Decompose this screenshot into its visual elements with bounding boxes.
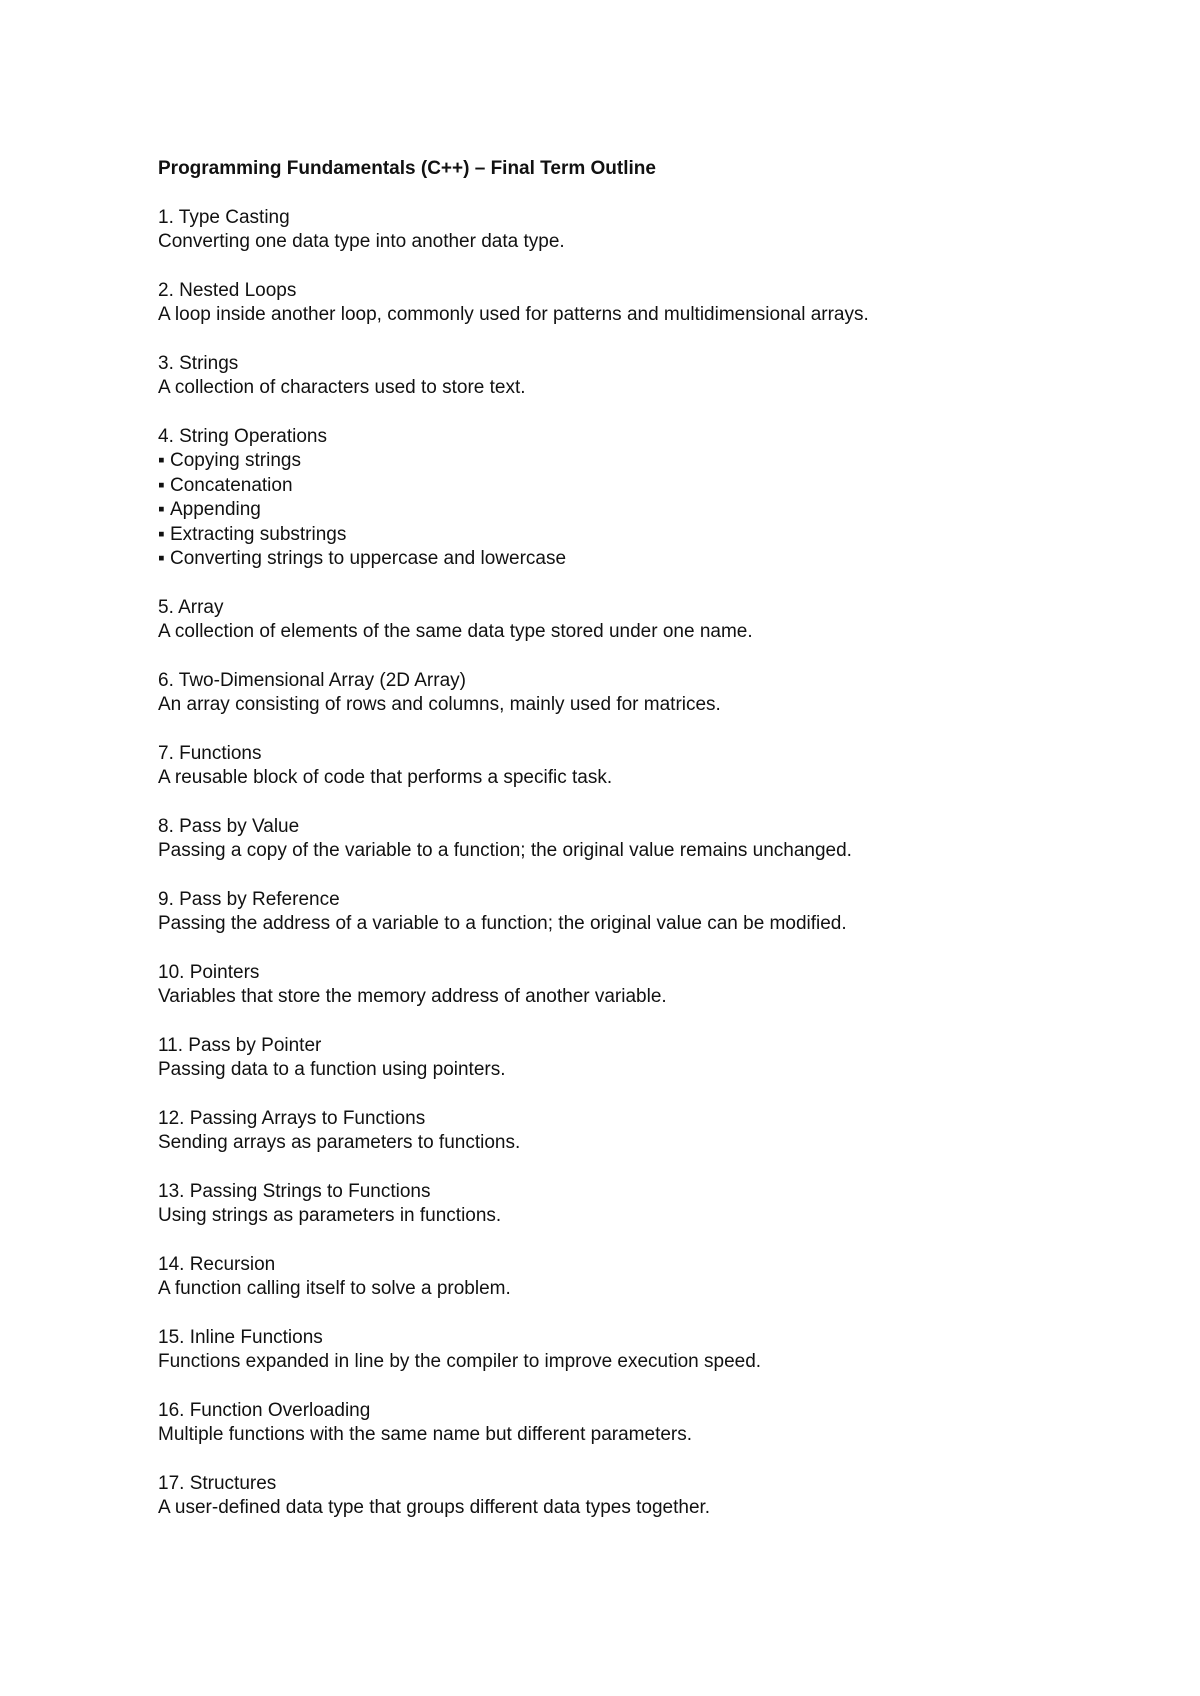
section-heading: 14. Recursion: [158, 1253, 276, 1275]
section-description: Variables that store the memory address of another variable.: [158, 986, 667, 1007]
section-functions: [158, 742, 1138, 791]
section-array: [158, 596, 1138, 645]
section-type-casting: [158, 206, 1138, 255]
list-item: [158, 523, 1138, 548]
section-heading: 13. Passing Strings to Functions: [158, 1180, 431, 1202]
section-description: A user-defined data type that groups different data types together.: [158, 1497, 711, 1518]
section-description: An array consisting of rows and columns, mainly used for matrices.: [158, 694, 721, 715]
section-heading: 8. Pass by Value: [158, 815, 300, 837]
list-item-text: Concatenation: [170, 474, 293, 496]
section-heading: 10. Pointers: [158, 961, 260, 983]
section-heading: 1. Type Casting: [158, 206, 290, 228]
section-description: A collection of elements of the same data type stored under one name.: [158, 621, 753, 642]
section-description: Passing data to a function using pointers.: [158, 1059, 506, 1080]
section-pass-by-value: [158, 815, 1138, 864]
section-description: A function calling itself to solve a problem.: [158, 1278, 511, 1299]
bullet-icon: ▪: [158, 523, 165, 545]
section-recursion: [158, 1253, 1138, 1302]
section-description: Using strings as parameters in functions.: [158, 1205, 502, 1226]
list-item-text: Copying strings: [170, 450, 301, 471]
list-item: [158, 498, 1138, 523]
section-description: A collection of characters used to store text.: [158, 377, 526, 398]
section-heading: 5. Array: [158, 596, 224, 618]
section-structures: [158, 1472, 1138, 1521]
section-heading: 7. Functions: [158, 742, 262, 764]
bullet-icon: ▪: [158, 474, 165, 496]
section-heading: 12. Passing Arrays to Functions: [158, 1107, 426, 1129]
section-heading: 9. Pass by Reference: [158, 888, 340, 910]
bullet-icon: ▪: [158, 450, 165, 471]
section-passing-strings-to-functions: [158, 1180, 1138, 1229]
section-strings: [158, 352, 1138, 401]
list-item-text: Converting strings to uppercase and lowercase: [170, 548, 567, 569]
section-heading: 16. Function Overloading: [158, 1399, 371, 1421]
section-heading: 15. Inline Functions: [158, 1326, 323, 1348]
section-two-dimensional-array: [158, 669, 1138, 718]
list-item: [158, 449, 1138, 474]
section-function-overloading: [158, 1399, 1138, 1448]
section-description: Functions expanded in line by the compiler to improve execution speed.: [158, 1351, 762, 1372]
document-page: [158, 157, 1138, 1545]
section-nested-loops: [158, 279, 1138, 328]
section-heading: 2. Nested Loops: [158, 279, 297, 301]
section-string-operations: [158, 425, 1138, 572]
list-item: [158, 547, 1138, 572]
section-description: Converting one data type into another data type.: [158, 231, 565, 252]
bullet-icon: ▪: [158, 548, 165, 569]
section-description: Passing a copy of the variable to a function; the original value remains unchanged.: [158, 840, 852, 861]
section-inline-functions: [158, 1326, 1138, 1375]
section-pass-by-pointer: [158, 1034, 1138, 1083]
section-heading: 3. Strings: [158, 352, 239, 374]
bullet-icon: ▪: [158, 499, 165, 520]
section-description: Passing the address of a variable to a function; the original value can be modified.: [158, 913, 847, 934]
section-pass-by-reference: [158, 888, 1138, 937]
section-heading: 11. Pass by Pointer: [158, 1034, 322, 1056]
section-passing-arrays-to-functions: [158, 1107, 1138, 1156]
section-heading: 4. String Operations: [158, 425, 327, 447]
section-description: Multiple functions with the same name but different parameters.: [158, 1424, 693, 1445]
list-item-text: Extracting substrings: [170, 523, 347, 545]
string-operations-list: [158, 449, 1138, 572]
section-description: A reusable block of code that performs a specific task.: [158, 767, 613, 788]
section-heading: 17. Structures: [158, 1472, 277, 1494]
document-title: Programming Fundamentals (C++) – Final Term Outline: [158, 158, 656, 179]
section-description: Sending arrays as parameters to functions.: [158, 1132, 521, 1153]
list-item-text: Appending: [170, 499, 261, 520]
list-item: [158, 474, 1138, 499]
section-heading: 6. Two-Dimensional Array (2D Array): [158, 669, 466, 691]
section-description: A loop inside another loop, commonly used for patterns and multidimensional arrays.: [158, 304, 869, 325]
section-pointers: [158, 961, 1138, 1010]
